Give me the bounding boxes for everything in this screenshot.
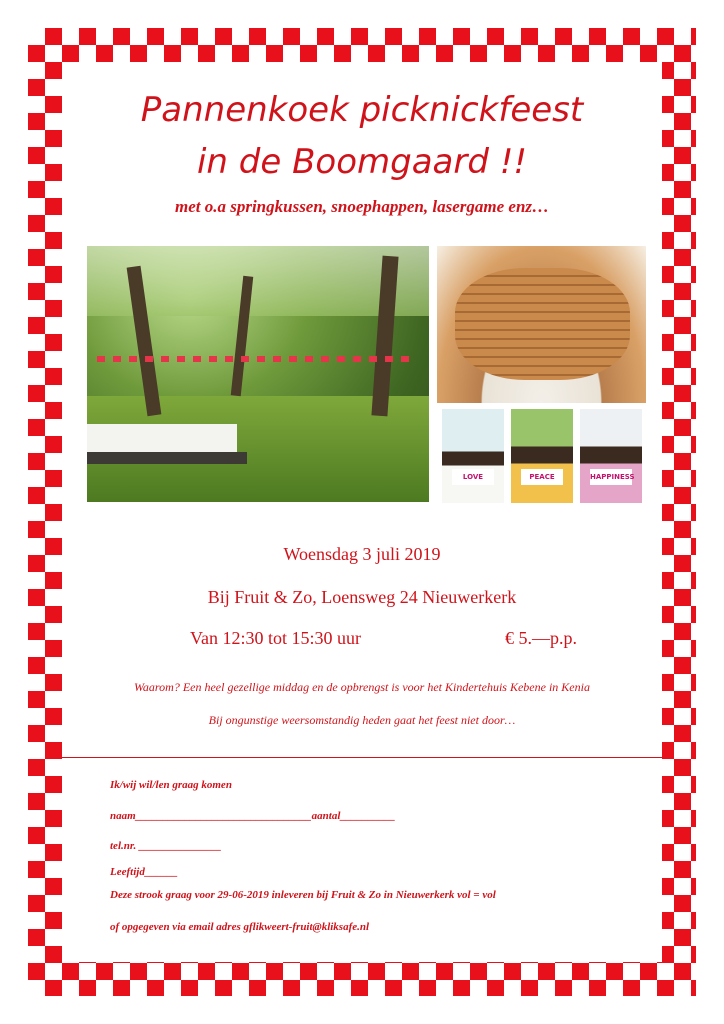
cut-line [62, 757, 662, 758]
title-line-2: in de Boomgaard !! [196, 142, 528, 182]
subtitle: met o.a springkussen, snoephappen, lasergame enz… [174, 197, 550, 216]
pancakes-photo [437, 246, 646, 403]
event-time: Van 12:30 tot 15:30 uur [190, 628, 361, 648]
form-name-count: naam________________________________aantal__________ [110, 810, 396, 822]
form-phone: tel.nr. _______________ [110, 840, 222, 852]
form-intro: Ik/wij wil/len graag komen [110, 779, 232, 791]
event-price: € 5.—p.p. [505, 628, 577, 648]
title-line-1: Pannenkoek picknickfeest [140, 90, 584, 130]
orchard-photo [87, 246, 429, 502]
kid-photo-happiness [580, 409, 642, 503]
purpose-note: Waarom? Een heel gezellige middag en de opbrengst is voor het Kindertehuis Kebene in Kenia [134, 680, 590, 694]
form-email: of opgegeven via email adres gflikweert-fruit@kliksafe.nl [110, 921, 370, 933]
kid-photo-peace [511, 409, 573, 503]
peace-sign: PEACE [521, 469, 563, 485]
form-deadline: Deze strook graag voor 29-06-2019 inleveren bij Fruit & Zo in Nieuwerkerk vol = vol [110, 889, 496, 901]
happiness-sign: HAPPINESS [590, 469, 632, 485]
form-age: Leeftijd______ [110, 866, 178, 878]
love-sign: LOVE [452, 469, 494, 485]
kid-photo-love [442, 409, 504, 503]
event-date: Woensdag 3 juli 2019 [283, 544, 441, 564]
weather-note: Bij ongunstige weersomstandig heden gaat het feest niet door… [208, 713, 516, 727]
event-location: Bij Fruit & Zo, Loensweg 24 Nieuwerkerk [207, 587, 517, 607]
